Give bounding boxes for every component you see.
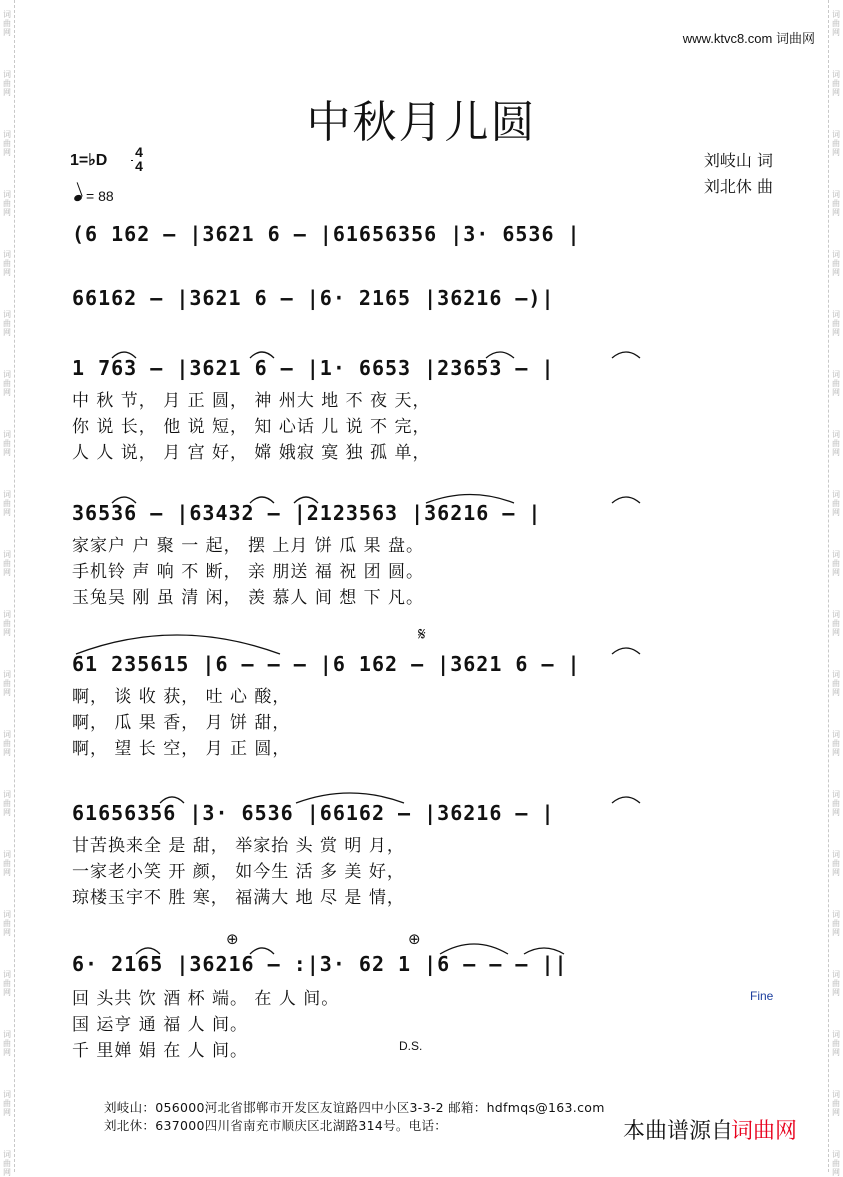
notation-row-3: 1 763 – |3621 6 – |1· 6653 |23653 – | xyxy=(72,356,555,380)
time-denominator: 4 xyxy=(135,158,143,174)
site-name[interactable]: 词曲网 xyxy=(775,31,815,46)
watermark-glyph: 词 曲 网 xyxy=(832,1030,840,1057)
slur xyxy=(294,497,318,503)
watermark-glyph: 词 曲 网 xyxy=(3,670,11,697)
tempo-value: = 88 xyxy=(86,188,114,204)
watermark-glyph: 词 曲 网 xyxy=(832,730,840,757)
song-title: 中秋月儿圆 xyxy=(306,97,537,148)
lyric-row-7-verse-3: 千 里婵 娟 在 人 间。 xyxy=(72,1041,249,1061)
watermark-glyph: 词 曲 网 xyxy=(3,1150,11,1177)
watermark-glyph: 词 曲 网 xyxy=(832,370,840,397)
watermark-glyph: 词 曲 网 xyxy=(3,1030,11,1057)
slur xyxy=(112,497,136,503)
watermark-glyph: 词 曲 网 xyxy=(3,850,11,877)
watermark-glyph: 词 曲 网 xyxy=(832,790,840,817)
notation-row-5: 61 235615 |6 – – – |6 162 – |3621 6 – | xyxy=(72,652,581,676)
slur xyxy=(250,948,274,954)
watermark-glyph: 词 曲 网 xyxy=(3,250,11,277)
notation-row-6: 61656356 |3· 6536 |66162 – |36216 – | xyxy=(72,801,555,825)
slur xyxy=(612,648,640,654)
watermark-glyph: 词 曲 网 xyxy=(3,70,11,97)
notation-row-2: 66162 – |3621 6 – |6· 2165 |36216 –)| xyxy=(72,286,555,310)
watermark-glyph: 词 曲 网 xyxy=(3,190,11,217)
slur xyxy=(612,497,640,503)
watermark-glyph: 词 曲 网 xyxy=(832,430,840,457)
lyric-row-3-verse-3: 人 人 说， 月 宫 好， 嫦 娥寂 寞 独 孤 单， xyxy=(72,443,431,463)
coda-sign-1: ⊕ xyxy=(226,930,239,948)
slur xyxy=(136,948,160,954)
ds-mark: D.S. xyxy=(399,1039,423,1053)
lyric-row-3-verse-2: 你 说 长， 他 说 短， 知 心话 儿 说 不 完， xyxy=(72,417,431,437)
watermark-glyph: 词 曲 网 xyxy=(3,790,11,817)
watermark-glyph: 词 曲 网 xyxy=(832,910,840,937)
source-label: 本曲谱源自 xyxy=(622,1119,733,1144)
watermark-glyph: 词 曲 网 xyxy=(832,130,840,157)
notation-row-4: 36536 – |63432 – |2123563 |36216 – | xyxy=(72,501,542,525)
watermark-glyph: 词 曲 网 xyxy=(3,10,11,37)
watermark-glyph: 词 曲 网 xyxy=(3,310,11,337)
slur xyxy=(250,497,274,503)
watermark-glyph: 词 曲 网 xyxy=(832,670,840,697)
lyric-row-3-verse-1: 中 秋 节， 月 正 圆， 神 州大 地 不 夜 天， xyxy=(72,391,431,411)
slur xyxy=(486,352,514,358)
watermark-glyph: 词 曲 网 xyxy=(832,310,840,337)
lyric-row-4-verse-2: 手机铃 声 响 不 断， 亲 朋送 福 祝 团 圆。 xyxy=(72,562,425,582)
slur xyxy=(524,948,564,954)
notation-row-1: (6 162 – |3621 6 – |61656356 |3· 6536 | xyxy=(72,222,581,246)
slur xyxy=(296,793,404,803)
watermark-glyph: 词 曲 网 xyxy=(3,610,11,637)
watermark-glyph: 词 曲 网 xyxy=(832,250,840,277)
slur xyxy=(612,352,640,358)
lyric-row-4-verse-1: 家家户 户 聚 一 起， 摆 上月 饼 瓜 果 盘。 xyxy=(72,536,425,556)
lyric-row-7-verse-1: 回 头共 饮 酒 杯 端。 在 人 间。 xyxy=(72,989,340,1009)
watermark-glyph: 词 曲 网 xyxy=(3,490,11,517)
slur xyxy=(440,944,508,954)
slur xyxy=(612,797,640,803)
watermark-glyph: 词 曲 网 xyxy=(3,550,11,577)
source-site-link[interactable]: 词曲网 xyxy=(730,1119,797,1144)
watermark-glyph: 词 曲 网 xyxy=(832,1150,840,1177)
watermark-glyph: 词 曲 网 xyxy=(3,910,11,937)
lyric-row-5-verse-1: 啊， 谈 收 获， 吐 心 酸， xyxy=(72,687,291,707)
watermark-glyph: 词 曲 网 xyxy=(3,130,11,157)
slur xyxy=(250,352,274,358)
lyric-row-7-verse-2: 国 运亨 通 福 人 间。 xyxy=(72,1015,249,1035)
key-signature: 1=♭D xyxy=(70,152,108,169)
coda-sign-2: ⊕ xyxy=(408,930,421,948)
time-numerator: 4 xyxy=(135,144,143,160)
slur xyxy=(76,635,280,654)
watermark-glyph: 词 曲 网 xyxy=(832,610,840,637)
composer-credit: 刘北休 曲 xyxy=(703,177,773,196)
slur xyxy=(112,352,136,358)
watermark-glyph: 词 曲 网 xyxy=(832,1090,840,1117)
watermark-glyph: 词 曲 网 xyxy=(3,1090,11,1117)
watermark-glyph: 词 曲 网 xyxy=(832,190,840,217)
lyric-row-5-verse-2: 啊， 瓜 果 香， 月 饼 甜， xyxy=(72,713,291,733)
fine-mark: Fine xyxy=(750,989,774,1003)
watermark-glyph: 词 曲 网 xyxy=(3,730,11,757)
segno-sign: 𝄋 xyxy=(418,624,426,645)
watermark-glyph: 词 曲 网 xyxy=(3,370,11,397)
slur xyxy=(426,495,514,504)
watermark-glyph: 词 曲 网 xyxy=(832,550,840,577)
watermark-glyph: 词 曲 网 xyxy=(832,970,840,997)
lyric-row-4-verse-3: 玉兔吴 刚 虽 清 闲， 羡 慕人 间 想 下 凡。 xyxy=(72,588,425,608)
footer-lyricist-address: 刘岐山：056000河北省邯郸市开发区友谊路四中小区3-3-2 邮箱：hdfmqs@163.com xyxy=(104,1100,605,1115)
lyric-row-6-verse-2: 一家老小笑 开 颜， 如今生 活 多 美 好， xyxy=(72,862,405,882)
watermark-glyph: 词 曲 网 xyxy=(832,10,840,37)
lyricist-credit: 刘岐山 词 xyxy=(703,151,773,170)
watermark-glyph: 词 曲 网 xyxy=(832,850,840,877)
site-url[interactable]: www.ktvc8.com xyxy=(682,31,773,46)
watermark-glyph: 词 曲 网 xyxy=(3,970,11,997)
watermark-glyph: 词 曲 网 xyxy=(832,490,840,517)
footer-composer-address: 刘北休：637000四川省南充市顺庆区北湖路314号。电话： xyxy=(104,1118,448,1133)
slur xyxy=(160,797,184,803)
notation-row-7: 6· 2165 |36216 – :|3· 62 1 |6 – – – || xyxy=(72,952,568,976)
lyric-row-5-verse-3: 啊， 望 长 空， 月 正 圆， xyxy=(72,739,291,759)
lyric-row-6-verse-1: 甘苦换来全 是 甜， 举家抬 头 赏 明 月， xyxy=(72,836,405,856)
lyric-row-6-verse-3: 琼楼玉宇不 胜 寒， 福满大 地 尽 是 情， xyxy=(72,888,405,908)
watermark-glyph: 词 曲 网 xyxy=(3,430,11,457)
watermark-glyph: 词 曲 网 xyxy=(832,70,840,97)
